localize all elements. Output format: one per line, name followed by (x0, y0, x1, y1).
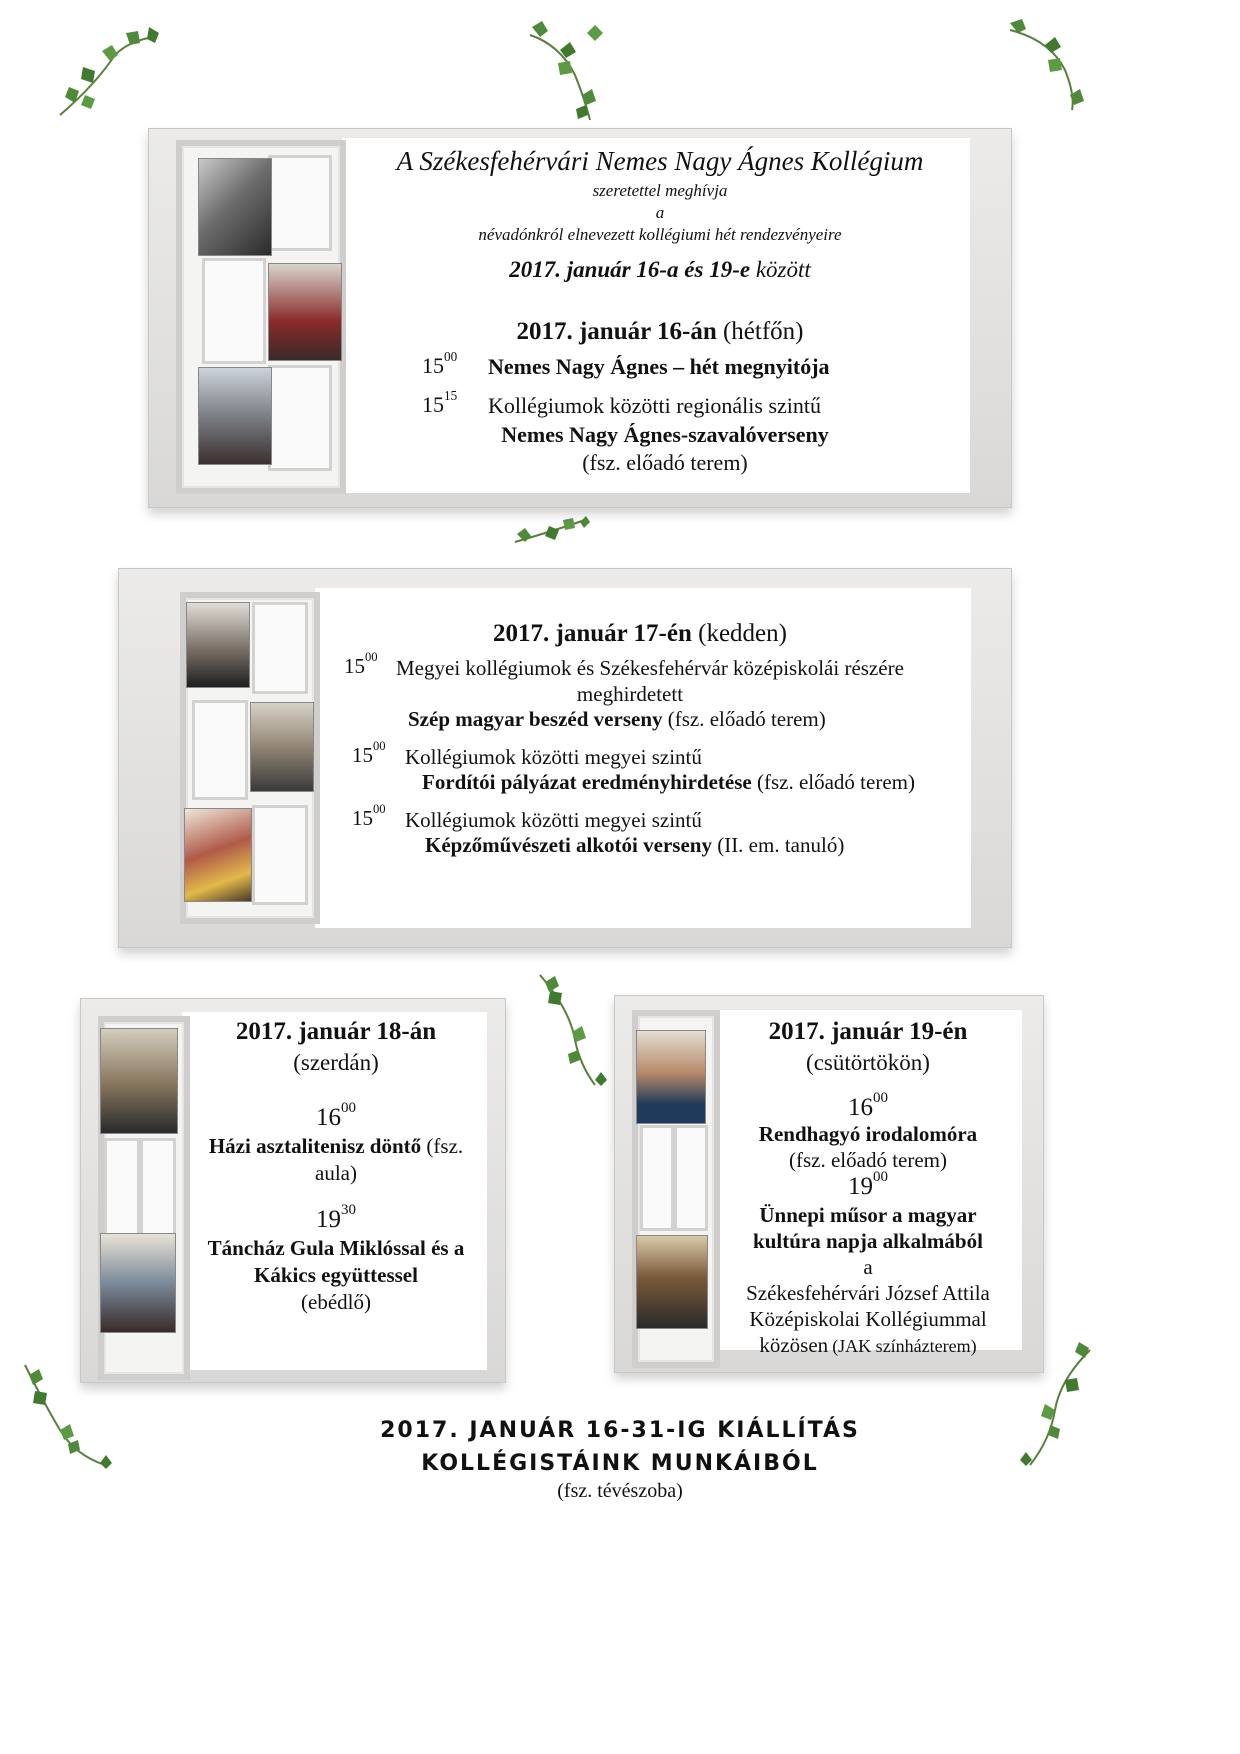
invite-line-a: a (655, 203, 665, 222)
event-place: (II. em. tanuló) (717, 833, 845, 857)
event-title: Képzőművészeti alkotói verseny (425, 833, 712, 857)
day-heading-17 (330, 620, 950, 648)
event-connector: a (863, 1255, 873, 1279)
event-place-cont: aula) (315, 1161, 357, 1185)
event-line-17a (408, 707, 826, 732)
event-time: $16^{00}$ (848, 1090, 888, 1121)
day-weekday: (csütörtökön) (806, 1050, 930, 1075)
exhibition-place: (fsz. tévészoba) (557, 1480, 683, 1502)
window-pane (268, 365, 332, 471)
day-date: 2017. január 18-án (235, 1018, 437, 1045)
day-weekday: (hétfőn) (722, 318, 804, 345)
event-place: (fsz. előadó terem) (788, 1148, 947, 1172)
event-place: (fsz. előadó terem) (756, 770, 915, 794)
invite-line-events: névadónkról elnevezett kollégiumi hét rendezvényeire (478, 225, 842, 244)
event-title: Rendhagyó irodalomóra (758, 1122, 978, 1146)
day-block-19 (718, 1018, 1018, 1358)
event-partner: Székesfehérvári József Attila (746, 1281, 990, 1305)
date-range (360, 257, 960, 283)
event-description: Kollégiumok közötti regionális szintű (488, 393, 822, 418)
event-partner-cont: Középiskolai Kollégiummal (749, 1307, 987, 1331)
photo-choir-group (268, 263, 342, 361)
event-time: $19^{30}$ (316, 1202, 356, 1233)
event-title: Házi asztalitenisz döntő (208, 1134, 422, 1158)
window-pane (674, 1125, 708, 1231)
event-title: Fordítói pályázat eredményhirdetése (422, 770, 752, 794)
event-title-cont: kultúra napja alkalmából (753, 1229, 983, 1253)
window-pane (268, 155, 332, 251)
event-place: (ebédlő) (301, 1290, 371, 1314)
date-range-tail: között (755, 257, 811, 282)
photo-two-people (198, 367, 272, 465)
day-date: 2017. január 19-én (768, 1018, 968, 1045)
photo-presenter-gallery (100, 1028, 178, 1134)
event-place: (fsz. előadó terem) (667, 707, 826, 731)
event-time: $15^{15}$ (422, 388, 458, 417)
event-place: (JAK színházterem) (832, 1336, 977, 1356)
event-place: (fsz. (426, 1134, 464, 1158)
event-description-cont: meghirdetett (576, 682, 684, 706)
event-description: Megyei kollégiumok és Székesfehérvár középiskolái részére (396, 656, 904, 680)
window-pane (202, 258, 266, 364)
college-title: A Székesfehérvári Nemes Nagy Ágnes Kollégium (396, 146, 924, 176)
ivy-decoration-top-right (1000, 15, 1090, 115)
photo-dance-couple (100, 1233, 176, 1333)
ivy-decoration-top-left (55, 25, 165, 125)
exhibition-title: 2017. JANUÁR 16-31-IG KIÁLLÍTÁS (380, 1418, 860, 1443)
window-pane (640, 1125, 674, 1231)
window-pane (252, 602, 308, 694)
window-pane (252, 805, 308, 905)
invitation-header (360, 146, 960, 283)
day-weekday: (kedden) (698, 620, 787, 647)
event-description: Kollégiumok közötti megyei szintű (405, 745, 702, 769)
event-time: $15^{00}$ (352, 802, 386, 830)
event-time: $15^{00}$ (352, 739, 386, 767)
event-time: $16^{00}$ (316, 1100, 356, 1131)
ivy-decoration-center-lower (520, 970, 610, 1090)
invite-line: szeretettel meghívja (592, 181, 728, 200)
event-title-cont: Kákics együttessel (254, 1263, 418, 1287)
window-pane (140, 1138, 176, 1236)
event-line (188, 1134, 484, 1159)
event-partner-tail: közösen (759, 1333, 829, 1357)
event-description: Kollégiumok közötti megyei szintű (405, 808, 702, 832)
window-pane (104, 1138, 140, 1236)
day-date: 2017. január 16-án (516, 318, 717, 345)
event-block-16b (440, 422, 890, 476)
event-title: Ünnepi műsor a magyar (759, 1203, 977, 1227)
photo-dance-hall (636, 1235, 708, 1329)
photo-speaker-podium (186, 602, 250, 688)
event-line-17b (422, 770, 915, 795)
photo-table-tennis (636, 1030, 706, 1124)
event-title: Szép magyar beszéd verseny (408, 707, 663, 731)
photo-award-ceremony (250, 702, 314, 792)
photo-art-competition (184, 808, 252, 902)
ivy-decoration-middle (510, 512, 590, 552)
event-partner-line (718, 1333, 1018, 1358)
exhibition-footer (280, 1418, 960, 1503)
exhibition-subtitle: KOLLÉGISTÁINK MUNKÁIBÓL (421, 1451, 819, 1476)
day-heading-16 (360, 318, 960, 346)
event-title: Táncház Gula Miklóssal és a (207, 1236, 465, 1260)
day-weekday: (szerdán) (293, 1050, 379, 1075)
window-pane (192, 700, 248, 800)
ivy-decoration-top-center (520, 15, 620, 125)
date-range-bold: 2017. január 16-a és 19-e (509, 257, 751, 282)
event-place: (fsz. előadó terem) (582, 450, 748, 475)
day-date: 2017. január 17-én (493, 620, 692, 647)
day-block-18 (188, 1018, 484, 1315)
event-line-17c (425, 833, 844, 858)
photo-portrait-plaque (198, 158, 272, 256)
event-title: Nemes Nagy Ágnes-szavalóverseny (501, 422, 829, 447)
event-time: $15^{00}$ (344, 650, 378, 678)
event-title: Nemes Nagy Ágnes – hét megnyitója (488, 354, 830, 379)
event-time: $19^{00}$ (848, 1169, 888, 1200)
event-time: $15^{00}$ (422, 349, 458, 378)
